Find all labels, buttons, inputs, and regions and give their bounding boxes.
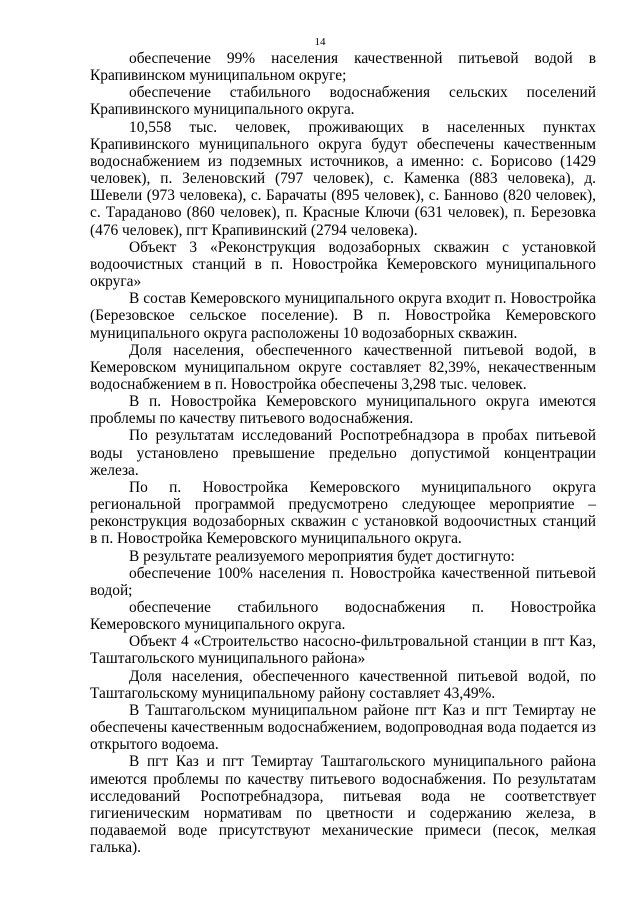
paragraph: Доля населения, обеспеченного качественной питьевой водой, по Таштагольскому муниципальному району составляет 43,49%. <box>90 667 596 702</box>
document-body <box>90 50 596 856</box>
paragraph: обеспечение стабильного водоснабжения п. Новостройка Кемеровского муниципального округа. <box>90 599 596 634</box>
paragraph: В состав Кемеровского муниципального округа входит п. Новостройка (Березовское сельское поселение). В п. Новостройка Кемеровского муниципального округа расположены 10 водозаборных скважин. <box>90 290 596 342</box>
paragraph: обеспечение 99% населения качественной питьевой водой в Крапивинском муниципальном округе; <box>90 50 596 85</box>
paragraph: обеспечение 100% населения п. Новостройка качественной питьевой водой; <box>90 564 596 599</box>
paragraph: В Таштагольском муниципальном районе пгт Каз и пгт Темиртау не обеспечены качественным водоснабжением, водопроводная вода подается из открытого водоема. <box>90 701 596 754</box>
paragraph: Доля населения, обеспеченного качественной питьевой водой, в Кемеровском муниципальном округе составляет 82,39%, некачественным водоснабжением в п. Новостройка обеспечены 3,298 тыс. человек. <box>90 341 596 393</box>
object-heading: Объект 3 «Реконструкция водозаборных скважин с установкой водоочистных станций в п. Новостройка Кемеровского муниципального округа» <box>90 238 596 291</box>
object-heading: Объект 4 «Строительство насосно-фильтровальной станции в пгт Каз, Таштагольского муниципального района» <box>90 633 596 668</box>
page-number: 14 <box>314 36 326 48</box>
paragraph: 10,558 тыс. человек, проживающих в населенных пунктах Крапивинского муниципального округа будут обеспечены качественным водоснабжением из подземных источников, а именно: с. Борисово (1429 человек), п. Зеленовский (797 человек), с. Каменка (883 человека), д. Шевели (973 человека), с. Барачаты (895 человек), с. Банново (820 человек), с. Тараданово (860 человек), п. Красные Ключи (631 человек), п. Березовка (476 человек), пгт Крапивинский (2794 человека). <box>90 118 596 239</box>
paragraph: По п. Новостройка Кемеровского муниципального округа региональной программой предусмотрено следующее мероприятие – реконструкция водозаборных скважин с установкой водоочистных станций в п. Новостройка Кемеровского муниципального округа. <box>90 478 596 548</box>
paragraph: По результатам исследований Роспотребнадзора в пробах питьевой воды установлено превышение предельно допустимой концентрации железа. <box>90 427 596 479</box>
paragraph: В п. Новостройка Кемеровского муниципального округа имеются проблемы по качеству питьевого водоснабжения. <box>90 393 596 428</box>
paragraph: В результате реализуемого мероприятия будет достигнуто: <box>129 547 515 565</box>
paragraph: обеспечение стабильного водоснабжения сельских поселений Крапивинского муниципального округа. <box>90 84 596 119</box>
paragraph: В пгт Каз и пгт Темиртау Таштагольского муниципального района имеются проблемы по качеству питьевого водоснабжения. По результатам исследований Роспотребнадзора, питьевая вода не соответствует гигиеническим нормативам по цветности и содержанию железа, в подаваемой воде присутствуют механические примеси (песок, мелкая галька). <box>90 753 596 857</box>
